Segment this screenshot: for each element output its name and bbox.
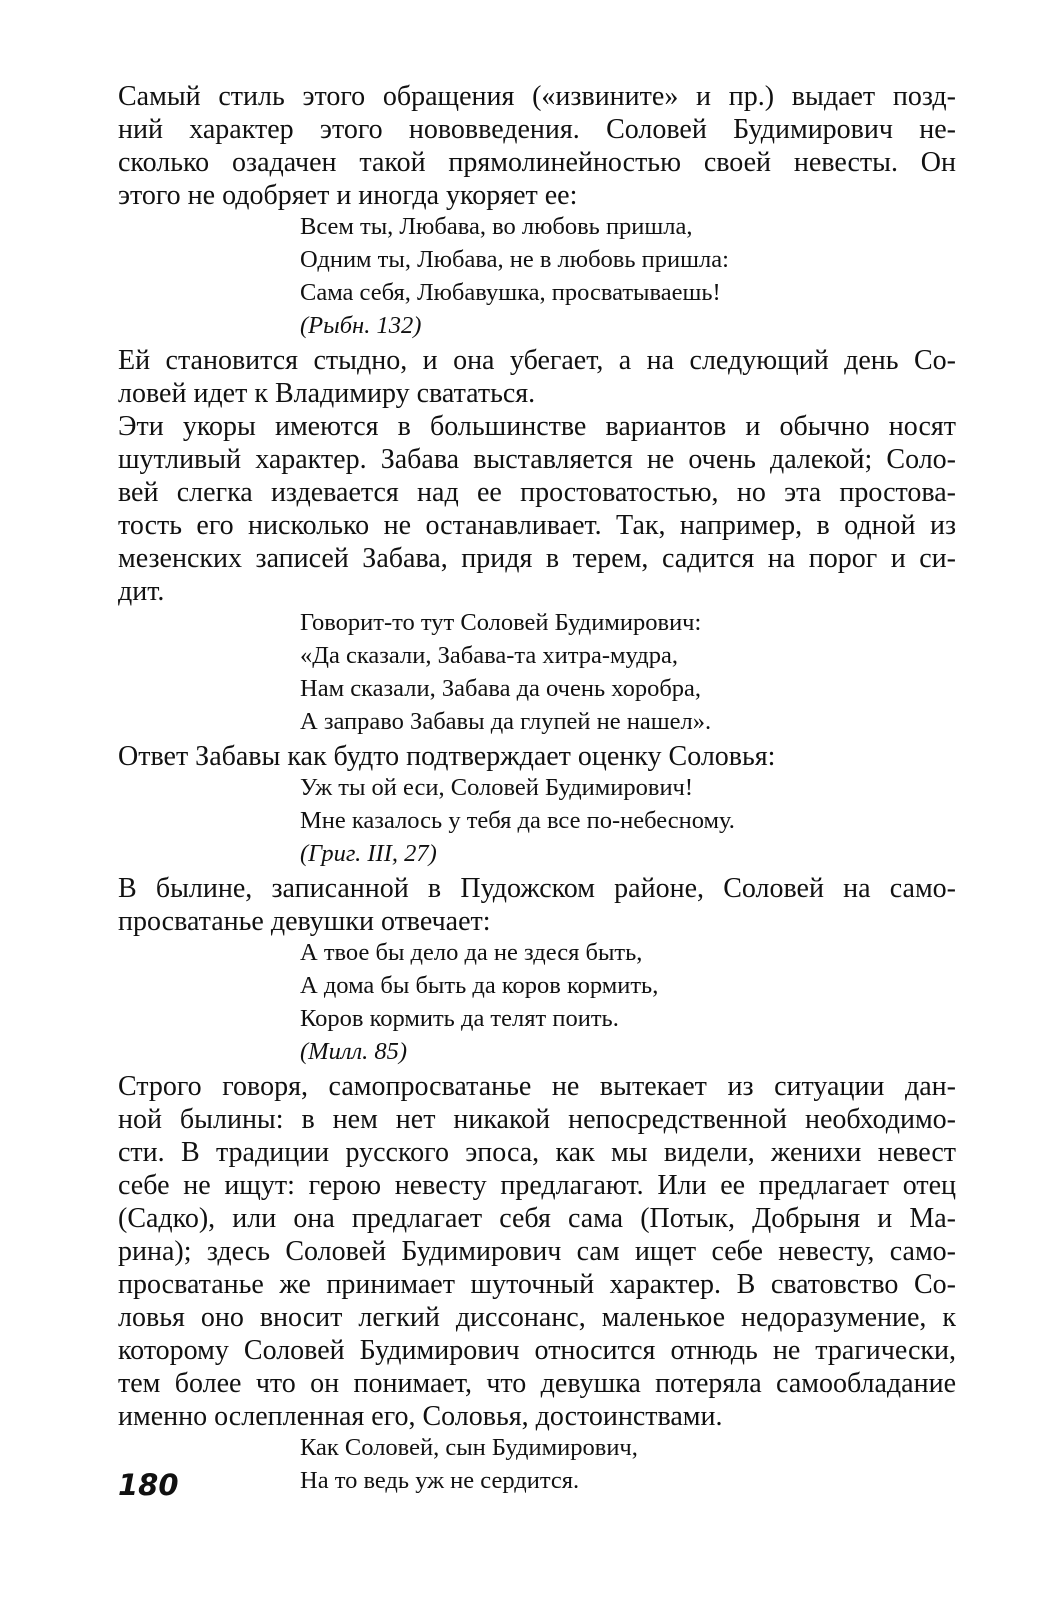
prose-line: Эти укоры имеются в большинстве вариантов и обычно носят <box>118 411 956 442</box>
prose-line: (Садко), или она предлагает себя сама (Потык, Добрыня и Ма- <box>118 1203 956 1234</box>
verse-line: А твое бы дело да не здеся быть, <box>300 939 643 966</box>
citation-line: (Рыбн. 132) <box>300 312 422 339</box>
verse-line: Коров кормить да телят поить. <box>300 1005 619 1032</box>
prose-line: ной былины: в нем нет никакой непосредственной необходимо- <box>118 1104 956 1135</box>
verse-line: Всем ты, Любава, во любовь пришла, <box>300 213 693 240</box>
verse-line: Как Соловей, сын Будимирович, <box>300 1434 638 1461</box>
verse-line: Говорит-то тут Соловей Будимирович: <box>300 609 702 636</box>
prose-line: Ей становится стыдно, и она убегает, а на следующий день Со- <box>118 345 956 376</box>
verse-line: На то ведь уж не сердится. <box>300 1467 580 1494</box>
prose-line: тость его нисколько не останавливает. Так, например, в одной из <box>118 510 956 541</box>
prose-line: ний характер этого нововведения. Соловей Будимирович не- <box>118 114 956 145</box>
citation-line: (Милл. 85) <box>300 1038 408 1065</box>
verse-line: «Да сказали, Забава-та хитра-мудра, <box>300 642 678 669</box>
verse-line: А дома бы быть да коров кормить, <box>300 972 659 999</box>
prose-line: себе не ищут: герою невесту предлагают. Или ее предлагает отец <box>118 1170 956 1201</box>
verse-line: Одним ты, Любава, не в любовь пришла: <box>300 246 729 273</box>
prose-line: рина); здесь Соловей Будимирович сам ищет себе невесту, само- <box>118 1236 956 1267</box>
prose-line: которому Соловей Будимирович относится отнюдь не трагически, <box>118 1335 956 1366</box>
prose-line: просватанье девушки отвечает: <box>118 906 491 937</box>
verse-line: Нам сказали, Забава да очень хоробра, <box>300 675 702 702</box>
prose-line: дит. <box>118 576 165 607</box>
prose-line: шутливый характер. Забава выставляется не очень далекой; Соло- <box>118 444 956 475</box>
prose-line: сколько озадачен такой прямолинейностью своей невесты. Он <box>118 147 956 178</box>
prose-line: Строго говоря, самопросватанье не вытекает из ситуации дан- <box>118 1071 956 1102</box>
prose-line: этого не одобряет и иногда укоряет ее: <box>118 180 578 211</box>
prose-line: просватанье же принимает шуточный характер. В сватовство Со- <box>118 1269 956 1300</box>
prose-line: мезенских записей Забава, придя в терем, садится на порог и си- <box>118 543 956 574</box>
verse-line: Мне казалось у тебя да все по-небесному. <box>300 807 735 834</box>
citation-line: (Григ. III, 27) <box>300 840 437 867</box>
prose-line: Ответ Забавы как будто подтверждает оценку Соловья: <box>118 741 776 772</box>
verse-line: Уж ты ой еси, Соловей Будимирович! <box>300 774 694 801</box>
prose-line: сти. В традиции русского эпоса, как мы видели, женихи невест <box>118 1137 956 1168</box>
prose-line: именно ослепленная его, Соловья, достоинствами. <box>118 1401 723 1432</box>
prose-line: тем более что он понимает, что девушка потеряла самообладание <box>118 1368 956 1399</box>
prose-line: В былине, записанной в Пудожском районе, Соловей на само- <box>118 873 956 904</box>
prose-line: ловья оно вносит легкий диссонанс, маленькое недоразумение, к <box>118 1302 956 1333</box>
prose-line: Самый стиль этого обращения («извините» и пр.) выдает позд- <box>118 81 956 112</box>
prose-line: ловей идет к Владимиру свататься. <box>118 378 536 409</box>
verse-line: Сама себя, Любавушка, просватываешь! <box>300 279 721 306</box>
prose-line: вей слегка издевается над ее простоватостью, но эта простова- <box>118 477 956 508</box>
verse-line: А заправо Забавы да глупей не нашел». <box>300 708 712 735</box>
page-number: 180 <box>118 1468 179 1502</box>
